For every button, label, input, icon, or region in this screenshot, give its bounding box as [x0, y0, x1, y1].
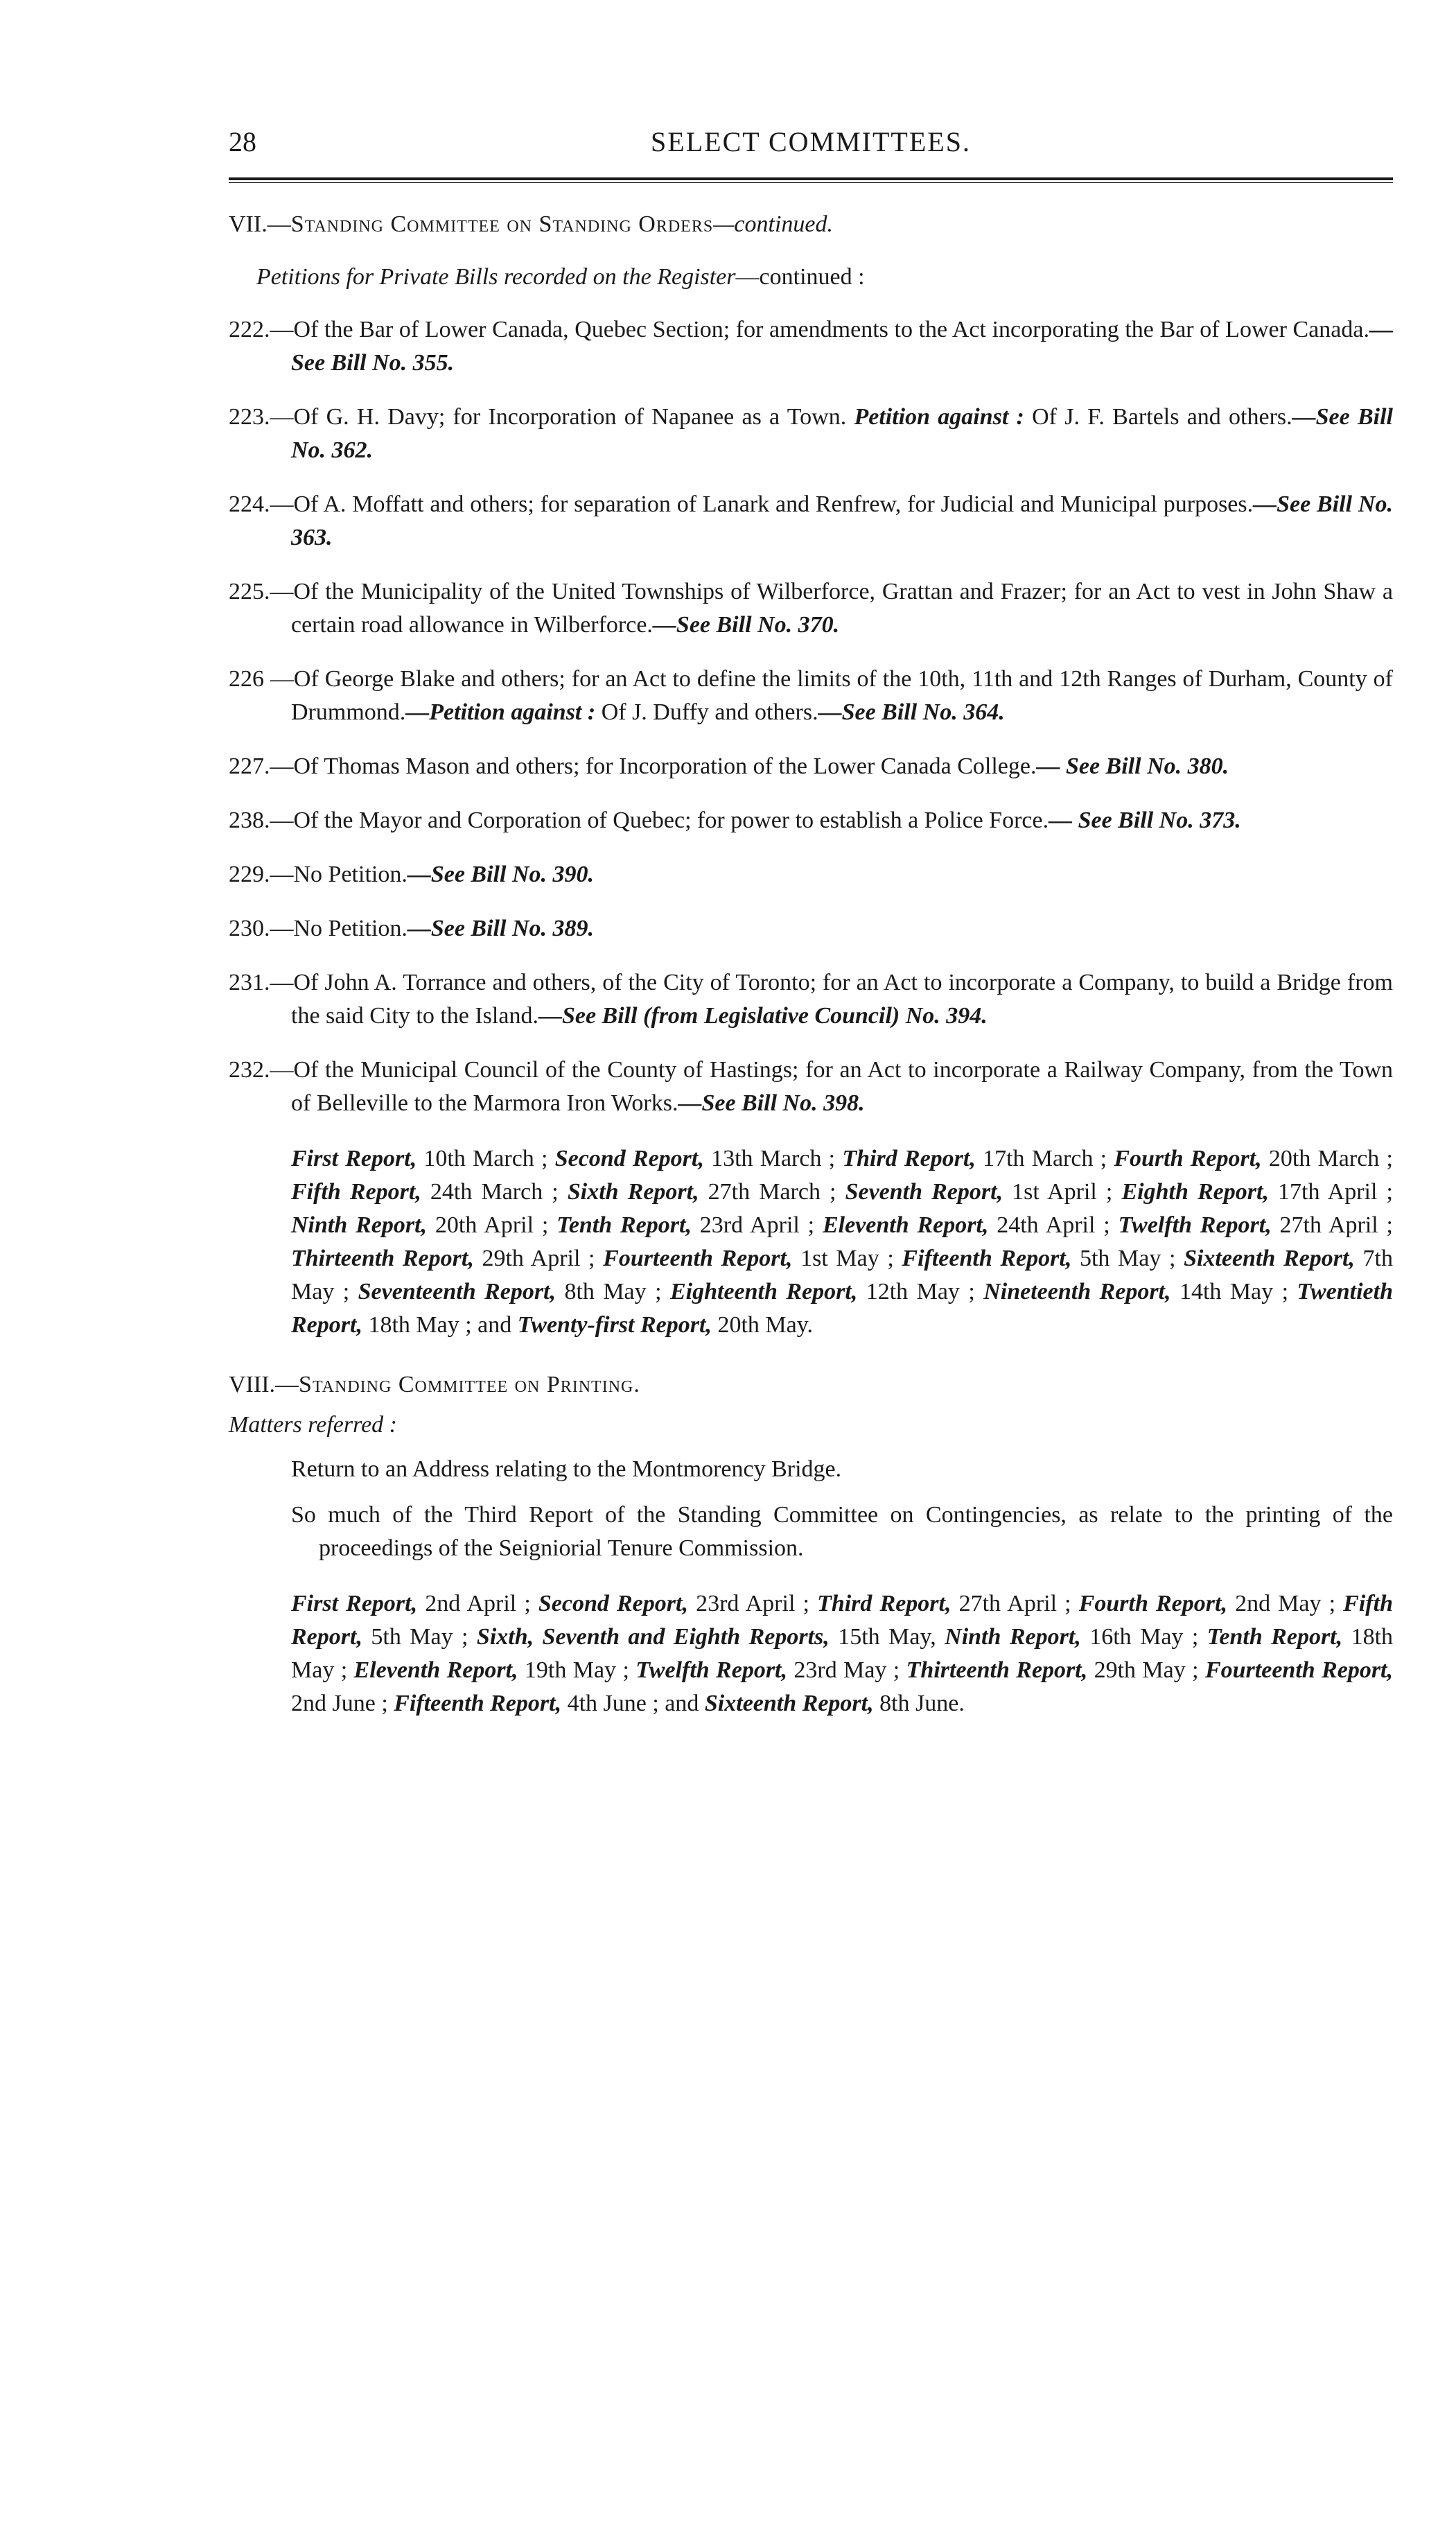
report-date: 13th March ; [703, 1146, 843, 1171]
report-date: 2nd May ; [1227, 1591, 1344, 1616]
report-date: 27th April ; [1271, 1212, 1393, 1238]
petition-entry [229, 750, 1393, 783]
page-number: 28 [229, 126, 256, 157]
report-name: Fourth Report, [1114, 1146, 1262, 1171]
report-name: Sixteenth Report, [704, 1691, 874, 1716]
page-header [229, 118, 1393, 166]
report-name: Second Report, [554, 1146, 704, 1171]
matters-referred-label: Matters referred : [229, 1412, 397, 1438]
report-name: Eleventh Report, [822, 1212, 989, 1238]
report-name: Sixteenth Report, [1184, 1246, 1355, 1271]
report-date: 4th June ; and [561, 1691, 705, 1716]
report-name: Tenth Report, [556, 1212, 692, 1238]
report-date: 20th March ; [1261, 1146, 1393, 1171]
report-name: Fifteenth Report, [394, 1691, 562, 1716]
petition-entry [229, 912, 1393, 945]
section-viii-roman: VIII.— [229, 1372, 299, 1397]
report-name: First Report, [291, 1591, 418, 1616]
report-name: Fifth Report, [291, 1591, 1393, 1650]
section-viii-heading [229, 1370, 1393, 1400]
running-title: SELECT COMMITTEES. [651, 126, 971, 157]
entry-extra-text: Of J. Duffy and others. [595, 699, 818, 725]
report-date: 27th April ; [951, 1591, 1079, 1616]
report-name: Third Report, [842, 1146, 976, 1171]
report-date: 10th March ; [416, 1146, 555, 1171]
report-name: Eighteenth Report, [669, 1279, 858, 1305]
report-name: Sixth, Seventh and Eighth Reports, [476, 1624, 830, 1650]
report-date: 23rd May ; [787, 1657, 906, 1683]
report-name: Twelfth Report, [1118, 1212, 1272, 1238]
report-name: Ninth Report, [945, 1624, 1081, 1650]
petition-entry [229, 858, 1393, 891]
report-date: 15th May, [829, 1624, 945, 1650]
header-rule-thin [229, 182, 1393, 183]
report-date: 24th March ; [421, 1179, 568, 1205]
entry-number: 227. [229, 753, 270, 779]
report-date: 18th May ; and [362, 1312, 518, 1338]
petition-entry [229, 575, 1393, 642]
entry-text: —Of the Bar of Lower Canada, Quebec Section; for amendments to the Act incorporating the Bar of Lower Canada. [270, 317, 1369, 342]
report-name: Second Report, [538, 1591, 688, 1616]
report-name: Fourteenth Report, [603, 1246, 793, 1271]
report-date: 17th April ; [1268, 1179, 1393, 1205]
entry-bill-reference: —See Bill No. 390. [407, 862, 595, 887]
report-date: 12th May ; [857, 1279, 984, 1305]
report-date: 23rd April ; [691, 1212, 823, 1238]
report-date: 1st April ; [1003, 1179, 1122, 1205]
report-date: 8th May ; [556, 1279, 670, 1305]
entry-number: 238. [229, 808, 270, 833]
matter-item: So much of the Third Report of the Standing Committee on Contingencies, as relate to the printing of the proceedings of the Seigniorial Tenure Commission. [291, 1502, 1393, 1561]
entry-text: —Of A. Moffatt and others; for separation of Lanark and Renfrew, for Judicial and Municipal purposes. [270, 491, 1254, 517]
entry-number: 229. [229, 862, 270, 887]
petition-entry [229, 1054, 1393, 1120]
entry-bill-reference: — See Bill No. 380. [1036, 753, 1229, 779]
entry-bill-reference: —See Bill No. 389. [407, 916, 595, 941]
report-date: 29th April ; [473, 1246, 604, 1271]
section-vii-reports [291, 1142, 1393, 1342]
report-date: 5th May ; [362, 1624, 477, 1650]
matter-item: Return to an Address relating to the Montmorency Bridge. [291, 1456, 842, 1482]
report-date: 27th March ; [699, 1179, 845, 1205]
report-date: 24th April ; [988, 1212, 1119, 1238]
entry-bill-reference: — See Bill No. 373. [1049, 808, 1241, 833]
report-date: 29th May ; [1087, 1657, 1205, 1683]
report-name: Eleventh Report, [353, 1657, 518, 1683]
entry-text: —Of the Municipality of the United Townships of Wilberforce, Grattan and Frazer; for an Act to vest in John Shaw a certain road allowance in Wilberforce. [270, 579, 1393, 638]
report-date: 5th May ; [1071, 1246, 1184, 1271]
entry-number: 224. [229, 491, 270, 517]
entry-number: 232. [229, 1057, 270, 1083]
header-rule-thick [229, 177, 1393, 180]
entry-number: 226 [229, 666, 264, 692]
section-vii-roman: VII.— [229, 211, 291, 237]
petition-entry [229, 663, 1393, 729]
report-name: Seventeenth Report, [358, 1279, 556, 1305]
entry-bill-reference: —See Bill No. 370. [652, 612, 840, 638]
entry-bill-reference: —See Bill No. 363. [291, 491, 1393, 550]
section-viii-title: Standing Committee on Printing. [299, 1372, 640, 1397]
report-name: Eighth Report, [1121, 1179, 1269, 1205]
report-date: 2nd April ; [417, 1591, 538, 1616]
report-name: Seventh Report, [845, 1179, 1003, 1205]
report-date: 18th May ; [291, 1624, 1394, 1683]
report-date: 16th May ; [1080, 1624, 1207, 1650]
matters-list [229, 1453, 1393, 1565]
entry-text: —Of G. H. Davy; for Incorporation of Napanee as a Town. [270, 404, 854, 430]
entry-number: 223. [229, 404, 270, 430]
report-name: Fifth Report, [291, 1179, 421, 1205]
entry-extra-text: Of J. F. Bartels and others. [1024, 404, 1292, 430]
entry-text: —Of John A. Torrance and others, of the City of Toronto; for an Act to incorporate a Company, to build a Bridge from the said City to the Island. [270, 970, 1393, 1029]
report-date: 17th March ; [975, 1146, 1114, 1171]
report-name: Sixth Report, [567, 1179, 699, 1205]
report-name: Thirteenth Report, [906, 1657, 1088, 1683]
entry-text: —No Petition. [270, 916, 407, 941]
entry-number: 225. [229, 579, 270, 604]
petition-entry [229, 401, 1393, 467]
entry-text: —Of the Mayor and Corporation of Quebec; for power to establish a Police Force. [270, 808, 1049, 833]
entry-text: —No Petition. [270, 862, 407, 887]
report-date: 7th May ; [291, 1246, 1393, 1305]
entry-number: 230. [229, 916, 270, 941]
entry-petition-against: —Petition against : [405, 699, 596, 725]
petition-entry [229, 488, 1393, 555]
section-vii-subheading [256, 262, 1393, 293]
report-name: Fifteenth Report, [902, 1246, 1072, 1271]
report-name: Thirteenth Report, [291, 1246, 474, 1271]
section-vii-title: Standing Committee on Standing Orders [290, 211, 714, 237]
report-date: 8th June. [873, 1691, 965, 1716]
report-date: 2nd June ; [291, 1691, 394, 1716]
report-name: Third Report, [817, 1591, 951, 1616]
petition-entries [229, 313, 1393, 1120]
report-name: First Report, [291, 1146, 417, 1171]
report-name: Fourteenth Report, [1204, 1657, 1394, 1683]
subheading-suffix: —continued : [735, 264, 865, 290]
report-date: 19th May ; [518, 1657, 636, 1683]
document-page [229, 118, 1393, 1720]
subheading-italic: Petitions for Private Bills recorded on the Register [256, 264, 736, 290]
report-date: 20th May. [711, 1312, 813, 1338]
report-name: Nineteenth Report, [983, 1279, 1171, 1305]
report-date: 14th May ; [1170, 1279, 1297, 1305]
report-date: 23rd April ; [687, 1591, 818, 1616]
report-name: Twenty-first Report, [517, 1312, 712, 1338]
entry-bill-reference: —See Bill No. 364. [818, 699, 1005, 725]
report-name: Tenth Report, [1207, 1624, 1343, 1650]
entry-number: 222. [229, 317, 270, 342]
entry-text: —Of Thomas Mason and others; for Incorporation of the Lower Canada College. [270, 753, 1037, 779]
report-name: Fourth Report, [1078, 1591, 1227, 1616]
report-date: 1st May ; [792, 1246, 902, 1271]
entry-bill-reference: —See Bill No. 362. [291, 404, 1393, 463]
report-name: Ninth Report, [291, 1212, 428, 1238]
entry-text: —Of the Municipal Council of the County of Hastings; for an Act to incorporate a Railway Company, from the Town of Belleville to the Marmora Iron Works. [270, 1057, 1393, 1116]
petition-entry [229, 804, 1393, 837]
petition-entry [229, 313, 1393, 380]
entry-bill-reference: —See Bill No. 398. [678, 1090, 865, 1116]
entry-bill-reference: —See Bill No. 355. [291, 317, 1393, 376]
entry-petition-against: Petition against : [854, 404, 1024, 430]
entry-number: 231. [229, 970, 270, 995]
petition-entry [229, 966, 1393, 1033]
report-name: Twentieth Report, [291, 1279, 1393, 1338]
entry-bill-reference: —See Bill (from Legislative Council) No. 394. [538, 1003, 988, 1029]
section-viii-reports [291, 1587, 1393, 1720]
section-vii-heading [229, 209, 1393, 240]
entry-text: —Of George Blake and others; for an Act to define the limits of the 10th, 11th and 12th Ranges of Durham, County of Drummond. [264, 666, 1393, 725]
section-vii-suffix: —continued. [713, 211, 834, 237]
report-date: 20th April ; [427, 1212, 557, 1238]
report-name: Twelfth Report, [635, 1657, 788, 1683]
